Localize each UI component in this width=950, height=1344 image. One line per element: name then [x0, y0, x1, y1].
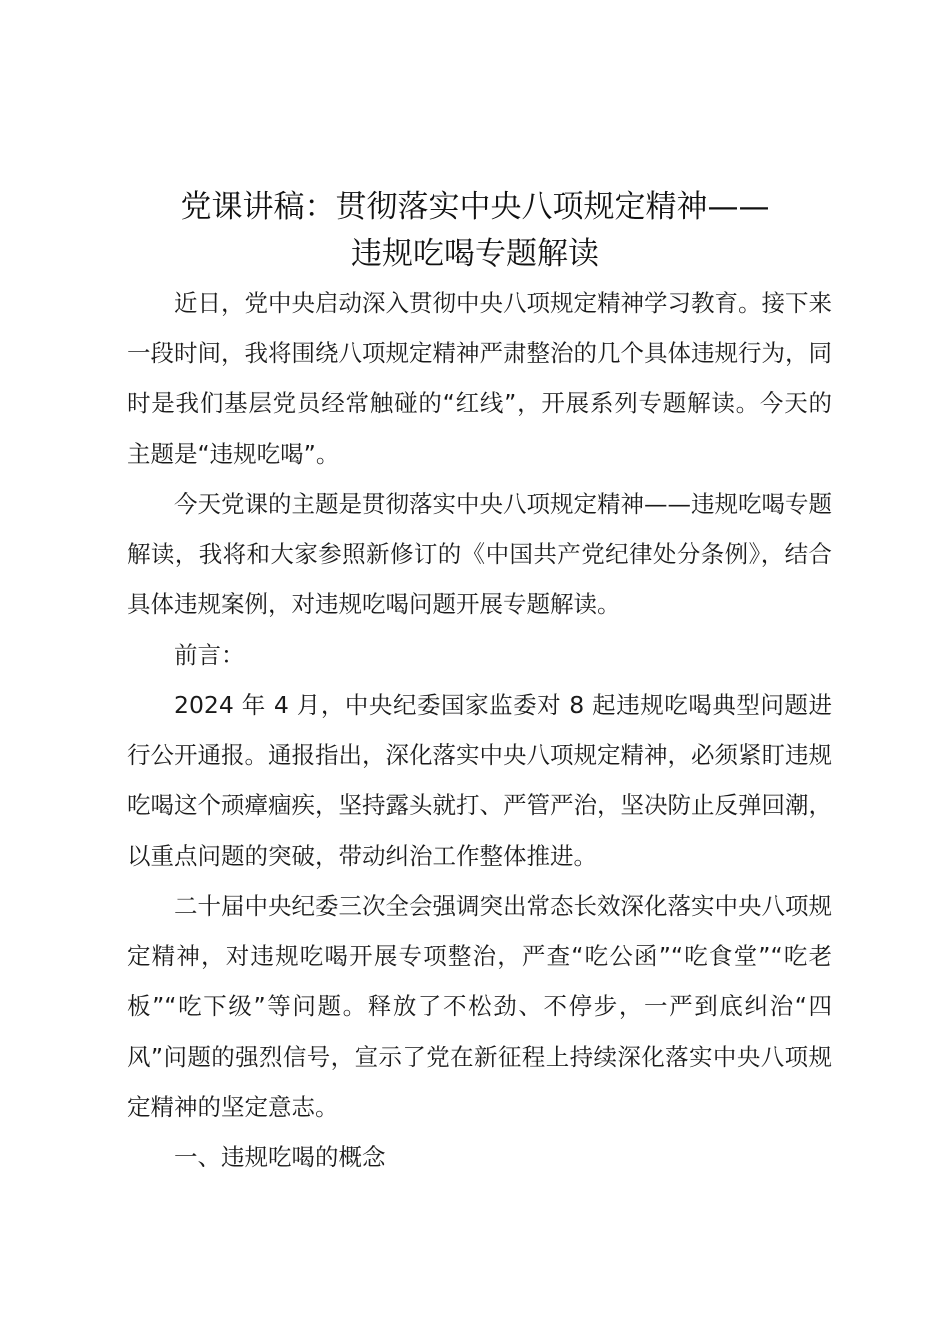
paragraph-topic: 今天党课的主题是贯彻落实中央八项规定精神——违规吃喝专题解读，我将和大家参照新修订的《中国共产党纪律处分条例》，结合具体违规案例，对违规吃喝问题开展专题解读。 — [127, 490, 832, 619]
paragraph-plenary: 二十届中央纪委三次全会强调突出常态长效深化落实中央八项规定精神，对违规吃喝开展专项整治，严查“吃公函”“吃食堂”“吃老板”“吃下级”等问题。释放了不松劲、不停步，一严到底纠治“四风”问题的强烈信号，宣示了党在新征程上持续深化落实中央八项规定精神的坚定意志。 — [127, 892, 832, 1121]
paragraph-report: 2024 年 4 月，中央纪委国家监委对 8 起违规吃喝典型问题进行公开通报。通报指出，深化落实中央八项规定精神，必须紧盯违规吃喝这个顽瘴痼疾，坚持露头就打、严管严治，坚决防止反弹回潮，以重点问题的突破，带动纠治工作整体推进。 — [127, 691, 832, 870]
paragraph-intro: 近日，党中央启动深入贯彻中央八项规定精神学习教育。接下来一段时间，我将围绕八项规定精神严肃整治的几个具体违规行为，同时是我们基层党员经常触碰的“红线”，开展系列专题解读。今天的主题是“违规吃喝”。 — [127, 289, 832, 468]
document-title-line-1: 党课讲稿：贯彻落实中央八项规定精神—— — [180, 189, 770, 225]
document-title-line-2: 违规吃喝专题解读 — [351, 236, 599, 272]
section-heading-concept: 一、违规吃喝的概念 — [174, 1143, 386, 1171]
paragraph-preface-heading: 前言： — [174, 641, 245, 669]
